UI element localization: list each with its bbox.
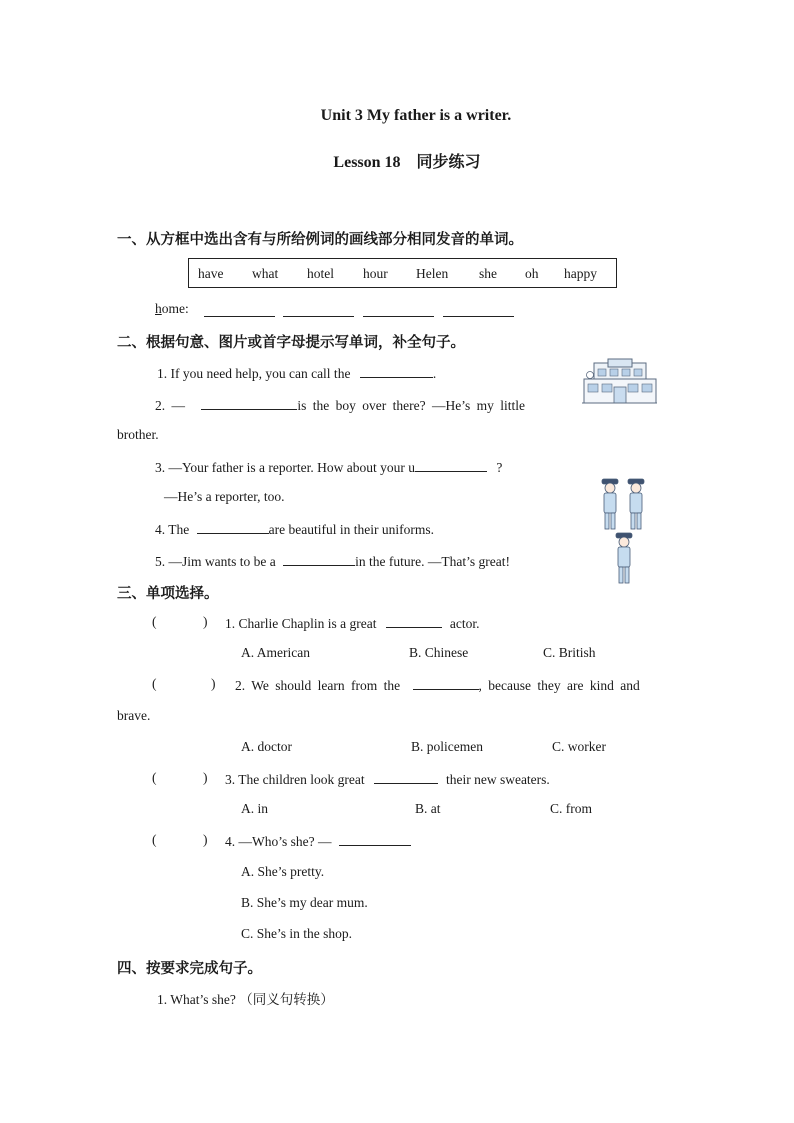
s3-q3-option-c[interactable]: C. from [550,801,592,816]
s3-q4-prefix: 4. —Who’s she? — [225,834,332,849]
s2-q5-suffix: in the future. —That’s great! [355,554,510,569]
s3-q2-option-b[interactable]: B. policemen [411,739,483,754]
s3-q3-paren-close[interactable]: ) [203,770,208,785]
s3-q4-option-b[interactable]: B. She’s my dear mum. [241,895,368,910]
section1-heading: 一、从方框中选出含有与所给例词的画线部分相同发音的单词。 [117,232,523,248]
answer-blank-2[interactable] [283,303,354,317]
s2-q3-hint: u [408,460,415,475]
s3-q4-option-a[interactable]: A. She’s pretty. [241,864,325,879]
example-underlined-letter: h [155,301,162,316]
section3-heading: 三、单项选择。 [117,586,219,602]
word-4: hour [363,266,388,281]
s2-question-1 [157,364,436,382]
section2-heading: 二、根据句意、图片或首字母提示写单词，补全句子。 [117,335,465,351]
s2-q1-text: 1. If you need help, you can call the [157,366,351,381]
s3-q2-prefix: 2. We should learn from the [235,678,401,693]
page-title: Unit 3 My father is a writer. [320,107,512,124]
s3-q1-paren-open: ( [152,614,157,629]
s3-q3-suffix: their new sweaters. [445,772,550,787]
s2-q4-suffix: are beautiful in their uniforms. [268,522,434,537]
word-8: happy [564,266,597,281]
s3-q3-paren-open: ( [152,770,157,785]
s3-question-4 [225,832,411,850]
s3-q2-blank[interactable] [413,676,479,690]
s2-question-2-wrap: brother. [117,427,159,442]
s2-q1-end: . [432,366,437,381]
s2-question-5 [155,552,510,570]
lesson-subtitle: Lesson 18 同步练习 [333,154,481,171]
s3-question-3 [225,770,550,788]
s2-question-2 [155,396,525,414]
s2-q5-blank[interactable] [283,552,355,566]
police-station-picture [580,357,658,407]
s3-question-1 [225,614,479,632]
word-1: have [198,266,224,281]
example-word [155,301,189,317]
s3-q4-paren-close[interactable]: ) [203,832,208,847]
s2-q4-prefix: 4. The [155,522,190,537]
s2-q5-prefix: 5. —Jim wants to be a [155,554,276,569]
s3-q3-option-a[interactable]: A. in [241,801,268,816]
s3-q1-option-b[interactable]: B. Chinese [409,645,469,660]
s2-q1-blank[interactable] [360,364,433,378]
police-officers-picture [598,475,656,585]
word-7: oh [525,266,539,281]
example-rest: ome: [161,301,189,316]
s3-question-2 [235,676,640,694]
answer-blank-3[interactable] [363,303,434,317]
s2-q2-suffix: is the boy over there? —He’s my little [297,398,525,413]
s2-question-3 [155,458,502,476]
s3-q1-paren-close[interactable]: ) [203,614,208,629]
word-3: hotel [307,266,334,281]
s3-q1-suffix: actor. [449,616,480,631]
word-box [188,258,617,288]
answer-blank-1[interactable] [204,303,275,317]
section4-heading: 四、按要求完成句子。 [117,961,262,977]
s3-q4-option-c[interactable]: C. She’s in the shop. [241,926,353,941]
s3-q3-blank[interactable] [374,770,438,784]
s2-q3-blank[interactable] [415,458,487,472]
word-6: she [479,266,497,281]
s4-question-1: 1. What’s she? （同义句转换） [157,992,334,1007]
s2-question-3-answer: —He’s a reporter, too. [164,489,285,504]
s2-question-4 [155,520,434,538]
s2-q4-blank[interactable] [197,520,269,534]
s3-q1-blank[interactable] [386,614,442,628]
s3-q2-paren-open: ( [152,676,157,691]
word-5: Helen [416,266,449,281]
s3-q2-option-c[interactable]: C. worker [552,739,606,754]
s3-q1-option-c[interactable]: C. British [543,645,596,660]
s3-q1-prefix: 1. Charlie Chaplin is a great [225,616,377,631]
s2-q2-blank[interactable] [201,396,297,410]
s2-q2-prefix: 2. — [155,398,185,413]
s3-q2-paren-close[interactable]: ) [211,676,216,691]
s3-question-2-wrap: brave. [117,708,151,723]
s3-q3-prefix: 3. The children look great [225,772,365,787]
s2-q3-text: 3. —Your father is a reporter. How about your [155,460,405,475]
answer-blank-4[interactable] [443,303,514,317]
s3-q1-option-a[interactable]: A. American [241,645,310,660]
s3-q4-blank[interactable] [339,832,411,846]
s3-q2-suffix: , because they are kind and [478,678,640,693]
s3-q2-option-a[interactable]: A. doctor [241,739,292,754]
s2-q3-end: ? [496,460,503,475]
word-2: what [252,266,279,281]
s3-q3-option-b[interactable]: B. at [415,801,441,816]
s3-q4-paren-open: ( [152,832,157,847]
